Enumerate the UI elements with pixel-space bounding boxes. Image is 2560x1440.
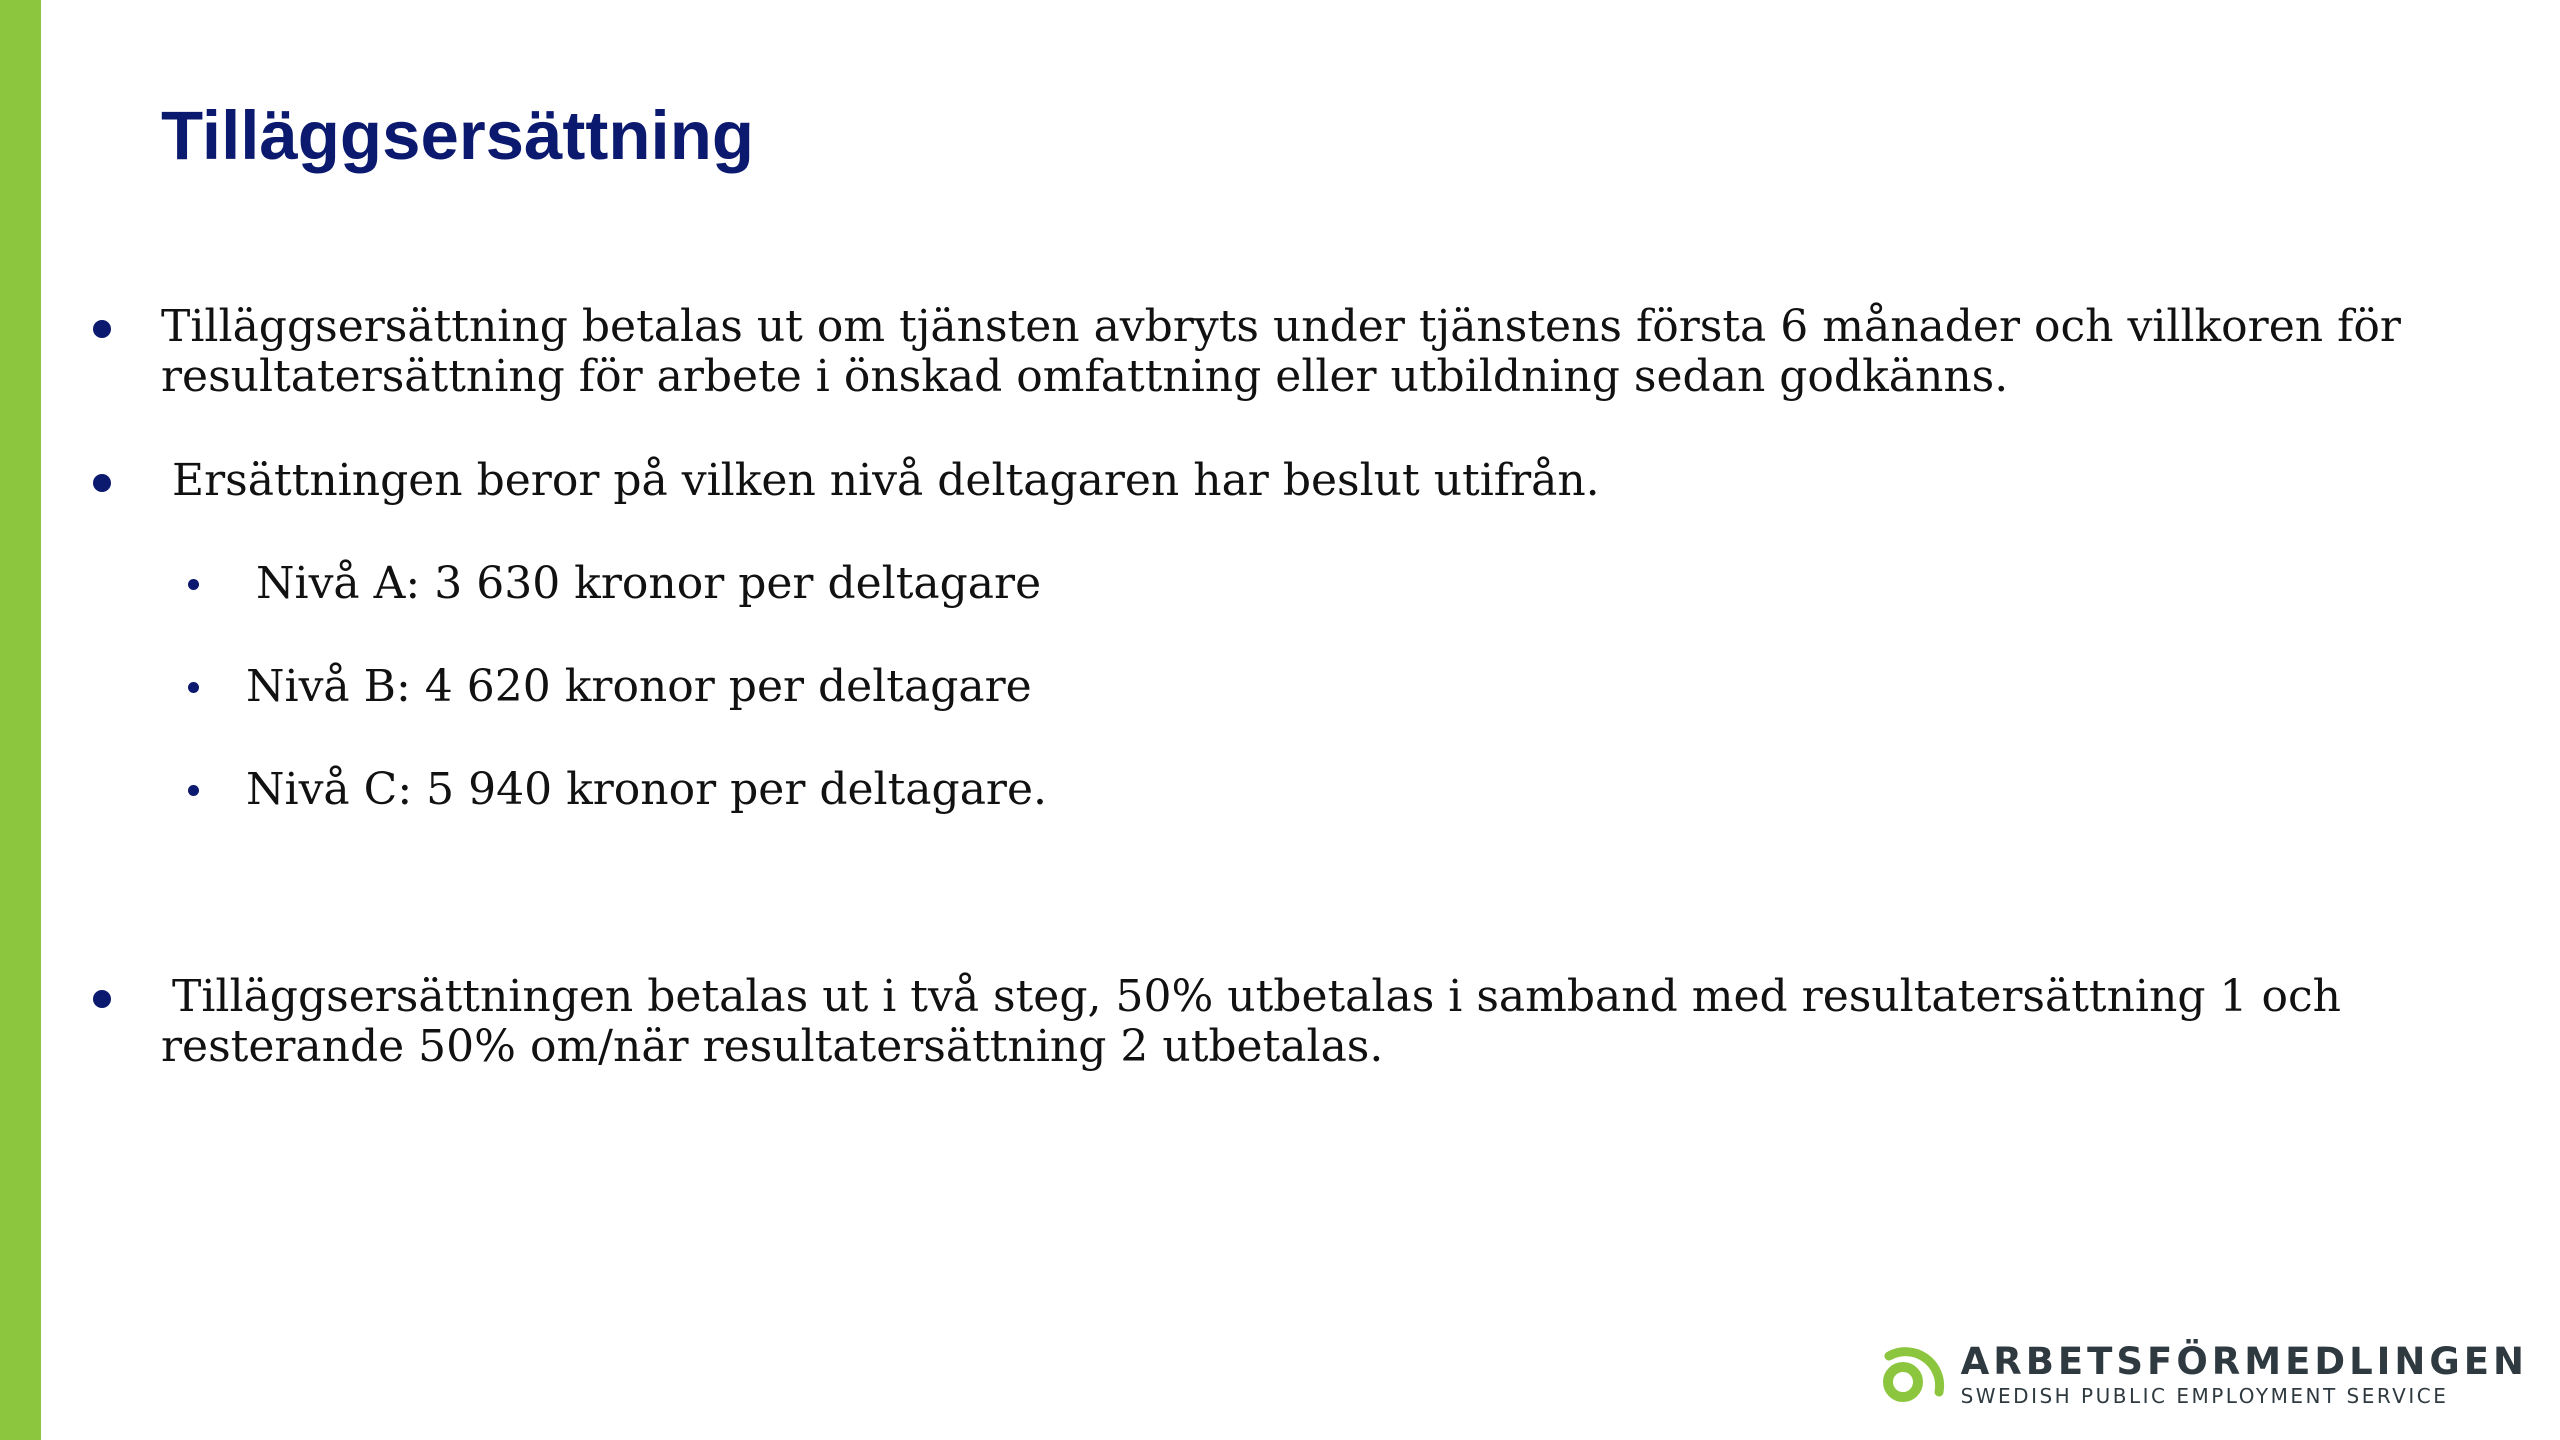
sub-bullet-marker (188, 579, 199, 590)
arbetsformedlingen-logo (1877, 1340, 2528, 1410)
sub-bullet-text-a: Nivå A: 3 630 kronor per deltagare (256, 558, 1042, 609)
bullet-text-3: Tilläggsersättningen betalas ut i två steg, 50% utbetalas i samband med resultatersättning 1 och resterande 50% om/när resultatersättning 2 utbetalas. (161, 971, 2341, 1072)
sub-bullet-marker (188, 785, 199, 796)
logo-name: ARBETSFÖRMEDLINGEN (1960, 1340, 2528, 1383)
bullet-marker (93, 474, 111, 492)
sub-bullet-text-b: Nivå B: 4 620 kronor per deltagare (246, 661, 1032, 712)
bullet-text-1: Tilläggsersättning betalas ut om tjänsten avbryts under tjänstens första 6 månader och villkoren för resultatersättning för arbete i önskad omfattning eller utbildning sedan godkänns. (161, 301, 2401, 402)
bullet-marker (93, 990, 111, 1008)
bullet-marker (93, 320, 111, 338)
slide-title: Tilläggsersättning (161, 97, 755, 174)
bullet-text-2: Ersättningen beror på vilken nivå deltagaren har beslut utifrån. (172, 455, 1600, 506)
green-accent-bar (0, 0, 41, 1440)
sub-bullet-marker (188, 682, 199, 693)
arbetsformedlingen-logo-icon (1877, 1340, 1947, 1410)
sub-bullet-text-c: Nivå C: 5 940 kronor per deltagare. (246, 764, 1047, 815)
logo-subtitle: SWEDISH PUBLIC EMPLOYMENT SERVICE (1960, 1384, 2449, 1408)
